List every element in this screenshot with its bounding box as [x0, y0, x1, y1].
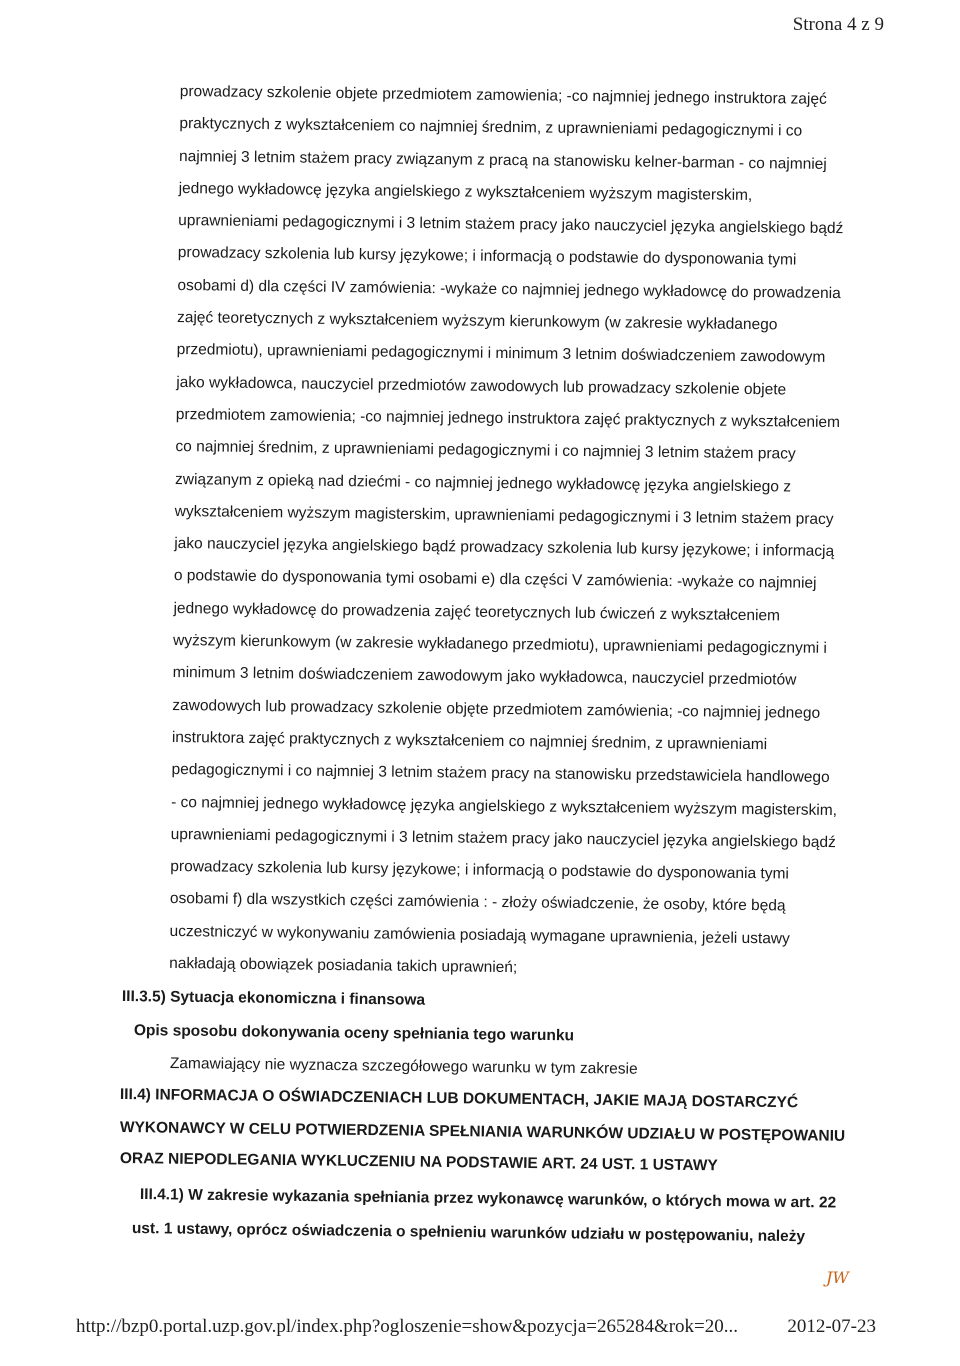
body-line: - co najmniej jednego wykładowcę języka angielskiego z wykształceniem wyższym magisterskim, [171, 793, 838, 819]
body-line: zajęć teoretycznych z wykształceniem wyższym kierunkowym (w zakresie wykładanego [176, 309, 778, 334]
body-line: o podstawie do dysponowania tymi osobami e) dla części V zamówienia: -wykaże co najmniej [173, 567, 817, 593]
body-line: nakładają obowiązek posiadania takich uprawnień; [169, 954, 518, 977]
footer-url: http://bzp0.portal.uzp.gov.pl/index.php?ogloszenie=show&pozycja=265284&rok=20... [76, 1316, 739, 1337]
body-line: uprawnieniami pedagogicznymi i 3 letnim stażem pracy jako nauczyciel języka angielskiego bądź [170, 825, 836, 851]
body-line: praktycznych z wykształceniem co najmniej średnim, z uprawnieniami pedagogicznymi i co [179, 115, 803, 140]
body-line: minimum 3 letnim doświadczeniem zawodowym jako wykładowca, nauczyciel przedmiotów [172, 664, 797, 689]
body-line: przedmiotu), uprawnieniami pedagogicznymi i minimum 3 letnim doświadczeniem zawodowym [176, 341, 826, 367]
body-line: jako wykładowca, nauczyciel przedmiotów zawodowych lub prowadzacy szkolenie objete [176, 373, 787, 399]
body-line: zawodowych lub prowadzacy szkolenie objęte przedmiotem zamówienia; -co najmniej jednego [172, 696, 821, 722]
subsection-heading-opis: Opis sposobu dokonywania oceny spełniania tego warunku [133, 1022, 575, 1045]
section-heading-3-4-line3: ORAZ NIEPODLEGANIA WYKLUCZENIU NA PODSTAWIE ART. 24 UST. 1 USTAWY [119, 1150, 718, 1175]
body-line: co najmniej średnim, z uprawnieniami pedagogicznymi i co najmniej 3 letnim stażem pracy [175, 438, 796, 463]
body-line: jako nauczyciel języka angielskiego bądź prowadzacy szkolenia lub kursy językowe; i informacją [174, 535, 835, 561]
section-heading-3-4-line1: III.4) INFORMACJA O OŚWIADCZENIACH LUB DOKUMENTACH, JAKIE MAJĄ DOSTARCZYĆ [119, 1086, 799, 1112]
body-text [169, 76, 880, 989]
opis-text: Zamawiający nie wyznacza szczegółowego warunku w tym zakresie [169, 1055, 638, 1078]
section-heading-3-4-line2: WYKONAWCY W CELU POTWIERDZENIA SPEŁNIANIA WARUNKÓW UDZIAŁU W POSTĘPOWANIU [119, 1119, 846, 1145]
body-line: wykształceniem wyższym magisterskim, uprawnieniami pedagogicznymi i 3 letnim stażem pracy [174, 502, 834, 528]
body-line: związanym z opieką nad dziećmi - co najmniej jednego wykładowcę języka angielskiego z [174, 470, 792, 496]
body-line: uczestniczyć w wykonywaniu zamówienia posiadają wymagane uprawnienia, jeżeli ustawy [169, 922, 790, 948]
body-line: pedagogicznymi i co najmniej 3 letnim stażem pracy na stanowisku przedstawiciela handlowego [171, 761, 830, 787]
body-line: jednego wykładowcę do prowadzenia zajęć teoretycznych lub ćwiczeń z wykształceniem [173, 599, 781, 625]
body-line: instruktora zajęć praktycznych z wykształceniem co najmniej średnim, z uprawnieniami [171, 728, 768, 754]
body-line: osobami d) dla części IV zamówienia: -wykaże co najmniej jednego wykładowcę do prowadzenia [177, 276, 841, 302]
body-line: uprawnieniami pedagogicznymi i 3 letnim stażem pracy jako nauczyciel języka angielskiego bądź [178, 212, 844, 238]
body-line: jednego wykładowcę języka angielskiego z wykształceniem wyższym magisterskim, [178, 179, 753, 204]
page-number: Strona 4 z 9 [792, 14, 884, 35]
body-line: osobami f) dla wszystkich części zamówienia : - złoży oświadczenie, że osoby, które będą [169, 890, 786, 915]
body-line: prowadzacy szkolenia lub kursy językowe; i informacją o podstawie do dysponowania tymi [170, 858, 789, 883]
section-heading-3-4-1-line2: ust. 1 ustawy, oprócz oświadczenia o spełnieniu warunków udziału w postępowaniu, należy [131, 1220, 806, 1246]
body-line: wyższym kierunkowym (w zakresie wykładanego przedmiotu), uprawnieniami pedagogicznymi i [172, 632, 828, 657]
section-heading-3-4-1-line1: III.4.1) W zakresie wykazania spełniania przez wykonawcę warunków, o których mowa w art. 22 [139, 1186, 837, 1212]
handwritten-initials: JW [826, 1268, 849, 1287]
body-line: przedmiotem zamowienia; -co najmniej jednego instruktora zajęć praktycznych z wykształceniem [175, 405, 841, 432]
footer-date: 2012-07-23 [787, 1316, 876, 1337]
body-line: prowadzacy szkolenie objete przedmiotem zamowienia; -co najmniej jednego instruktora zajęć [179, 82, 827, 108]
section-heading-3-3-5: III.3.5) Sytuacja ekonomiczna i finansowa [121, 988, 426, 1009]
body-line: najmniej 3 letnim stażem pracy związanym z pracą na stanowisku kelner-barman - co najmniej [178, 147, 827, 173]
body-line: prowadzacy szkolenia lub kursy językowe; i informacją o podstawie do dysponowania tymi [177, 244, 797, 270]
